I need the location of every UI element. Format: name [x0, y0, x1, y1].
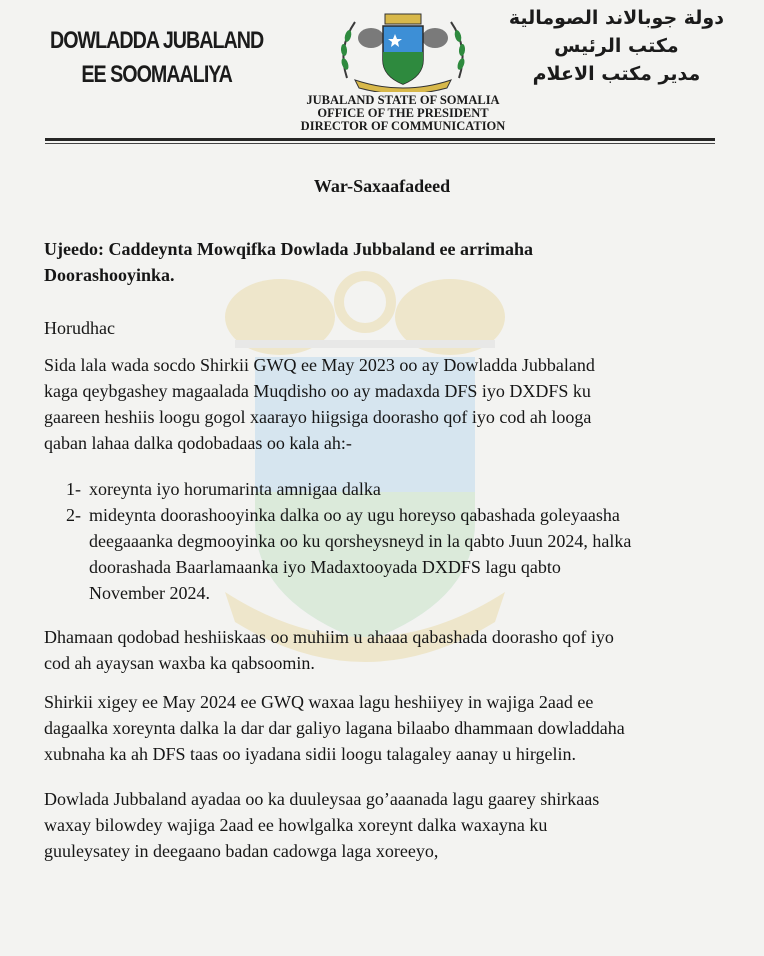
list-item-2-line-2: deegaaanka degmooyinka oo ku qorsheysneyd in la qabto Juun 2024, halka — [89, 531, 632, 551]
letterhead-arabic-line3: مدير مكتب الاعلام — [532, 63, 701, 85]
paragraph-4-line-1: Dowlada Jubbaland ayadaa oo ka duuleysaa go’aaanada lagu gaarey shirkaas — [44, 789, 600, 809]
paragraph-1-line-3: gaareen heshiis loogu gogol xaarayo hiigsiga doorasho qof iyo cod ah looga — [44, 407, 592, 427]
document-title: War-Saxaafadeed — [313, 176, 451, 196]
subject-line-1: Ujeedo: Caddeynta Mowqifka Dowlada Jubbaland ee arrimaha — [44, 239, 534, 259]
paragraph-1-line-2: kaga qeybgashey magaalada Muqdisho oo ay madaxda DFS iyo DXDFS ku — [44, 381, 591, 401]
paragraph-4-line-2: waxay bilowdey wajiga 2aad ee howlgalka xoreynt dalka waxayna ku — [44, 815, 548, 835]
list-item-1-text: xoreynta iyo horumarinta amnigaa dalka — [89, 479, 381, 499]
letterhead-arabic-line2: مكتب الرئيس — [554, 35, 679, 57]
header-divider — [45, 138, 715, 141]
letterhead-english-line3: DIRECTOR OF COMMUNICATION — [300, 119, 506, 133]
letterhead-somali — [50, 24, 263, 92]
paragraph-1-line-1: Sida lala wada socdo Shirkii GWQ ee May 2023 oo ay Dowladda Jubbaland — [44, 355, 595, 375]
paragraph-2-line-1: Dhamaan qodobad heshiiskaas oo muhiim u ahaaa qabashada doorasho qof iyo — [44, 627, 614, 647]
letterhead-somali-line2: EE SOOMAALIYA — [81, 61, 232, 88]
paragraph-3-line-3: xubnaha ka ah DFS taas oo iyadana sidii loogu talagaley aanay u hirgelin. — [44, 744, 577, 764]
letterhead-arabic-line1: دولة جوبالاند الصومالية — [508, 7, 724, 29]
list-item-2-line-3: doorashada Baarlamaanka iyo Madaxtooyada DXDFS lagu qabto — [89, 557, 561, 577]
paragraph-3-line-1: Shirkii xigey ee May 2024 ee GWQ waxaa lagu heshiiyey in wajiga 2aad ee — [44, 692, 594, 712]
letterhead-english-line2: OFFICE OF THE PRESIDENT — [317, 106, 489, 120]
jubaland-emblem-icon — [333, 8, 473, 92]
header-divider-thin — [45, 143, 715, 144]
list-item-2-number: 2- — [66, 505, 81, 525]
letterhead-english — [268, 94, 538, 133]
list-item-2-line-4: November 2024. — [89, 583, 210, 603]
list-item-2-line-1: mideynta doorashooyinka dalka oo ay ugu horeyso qabashada goleyaasha — [89, 505, 620, 525]
paragraph-4-line-3: guuleysatey in deegaano badan cadowga laga xoreeyo, — [44, 841, 439, 861]
letterhead-arabic — [509, 4, 724, 88]
subject-line-2: Doorashooyinka. — [44, 265, 175, 285]
list-item-1-number: 1- — [66, 479, 81, 499]
intro-label: Horudhac — [44, 318, 115, 338]
paragraph-3-line-2: dagaalka xoreynta dalka la dar dar galiyo lagana bilaabo dhammaan dowladdaha — [44, 718, 625, 738]
paragraph-1-line-4: qaban lahaa dalka qodobadaas oo kala ah:- — [44, 433, 352, 453]
letterhead-english-line1: JUBALAND STATE OF SOMALIA — [306, 93, 500, 107]
emblem-watermark-icon — [215, 262, 515, 682]
letterhead-somali-line1: DOWLADDA JUBALAND — [50, 27, 264, 54]
paragraph-2-line-2: cod ah ayaysan waxba ka qabsoomin. — [44, 653, 315, 673]
